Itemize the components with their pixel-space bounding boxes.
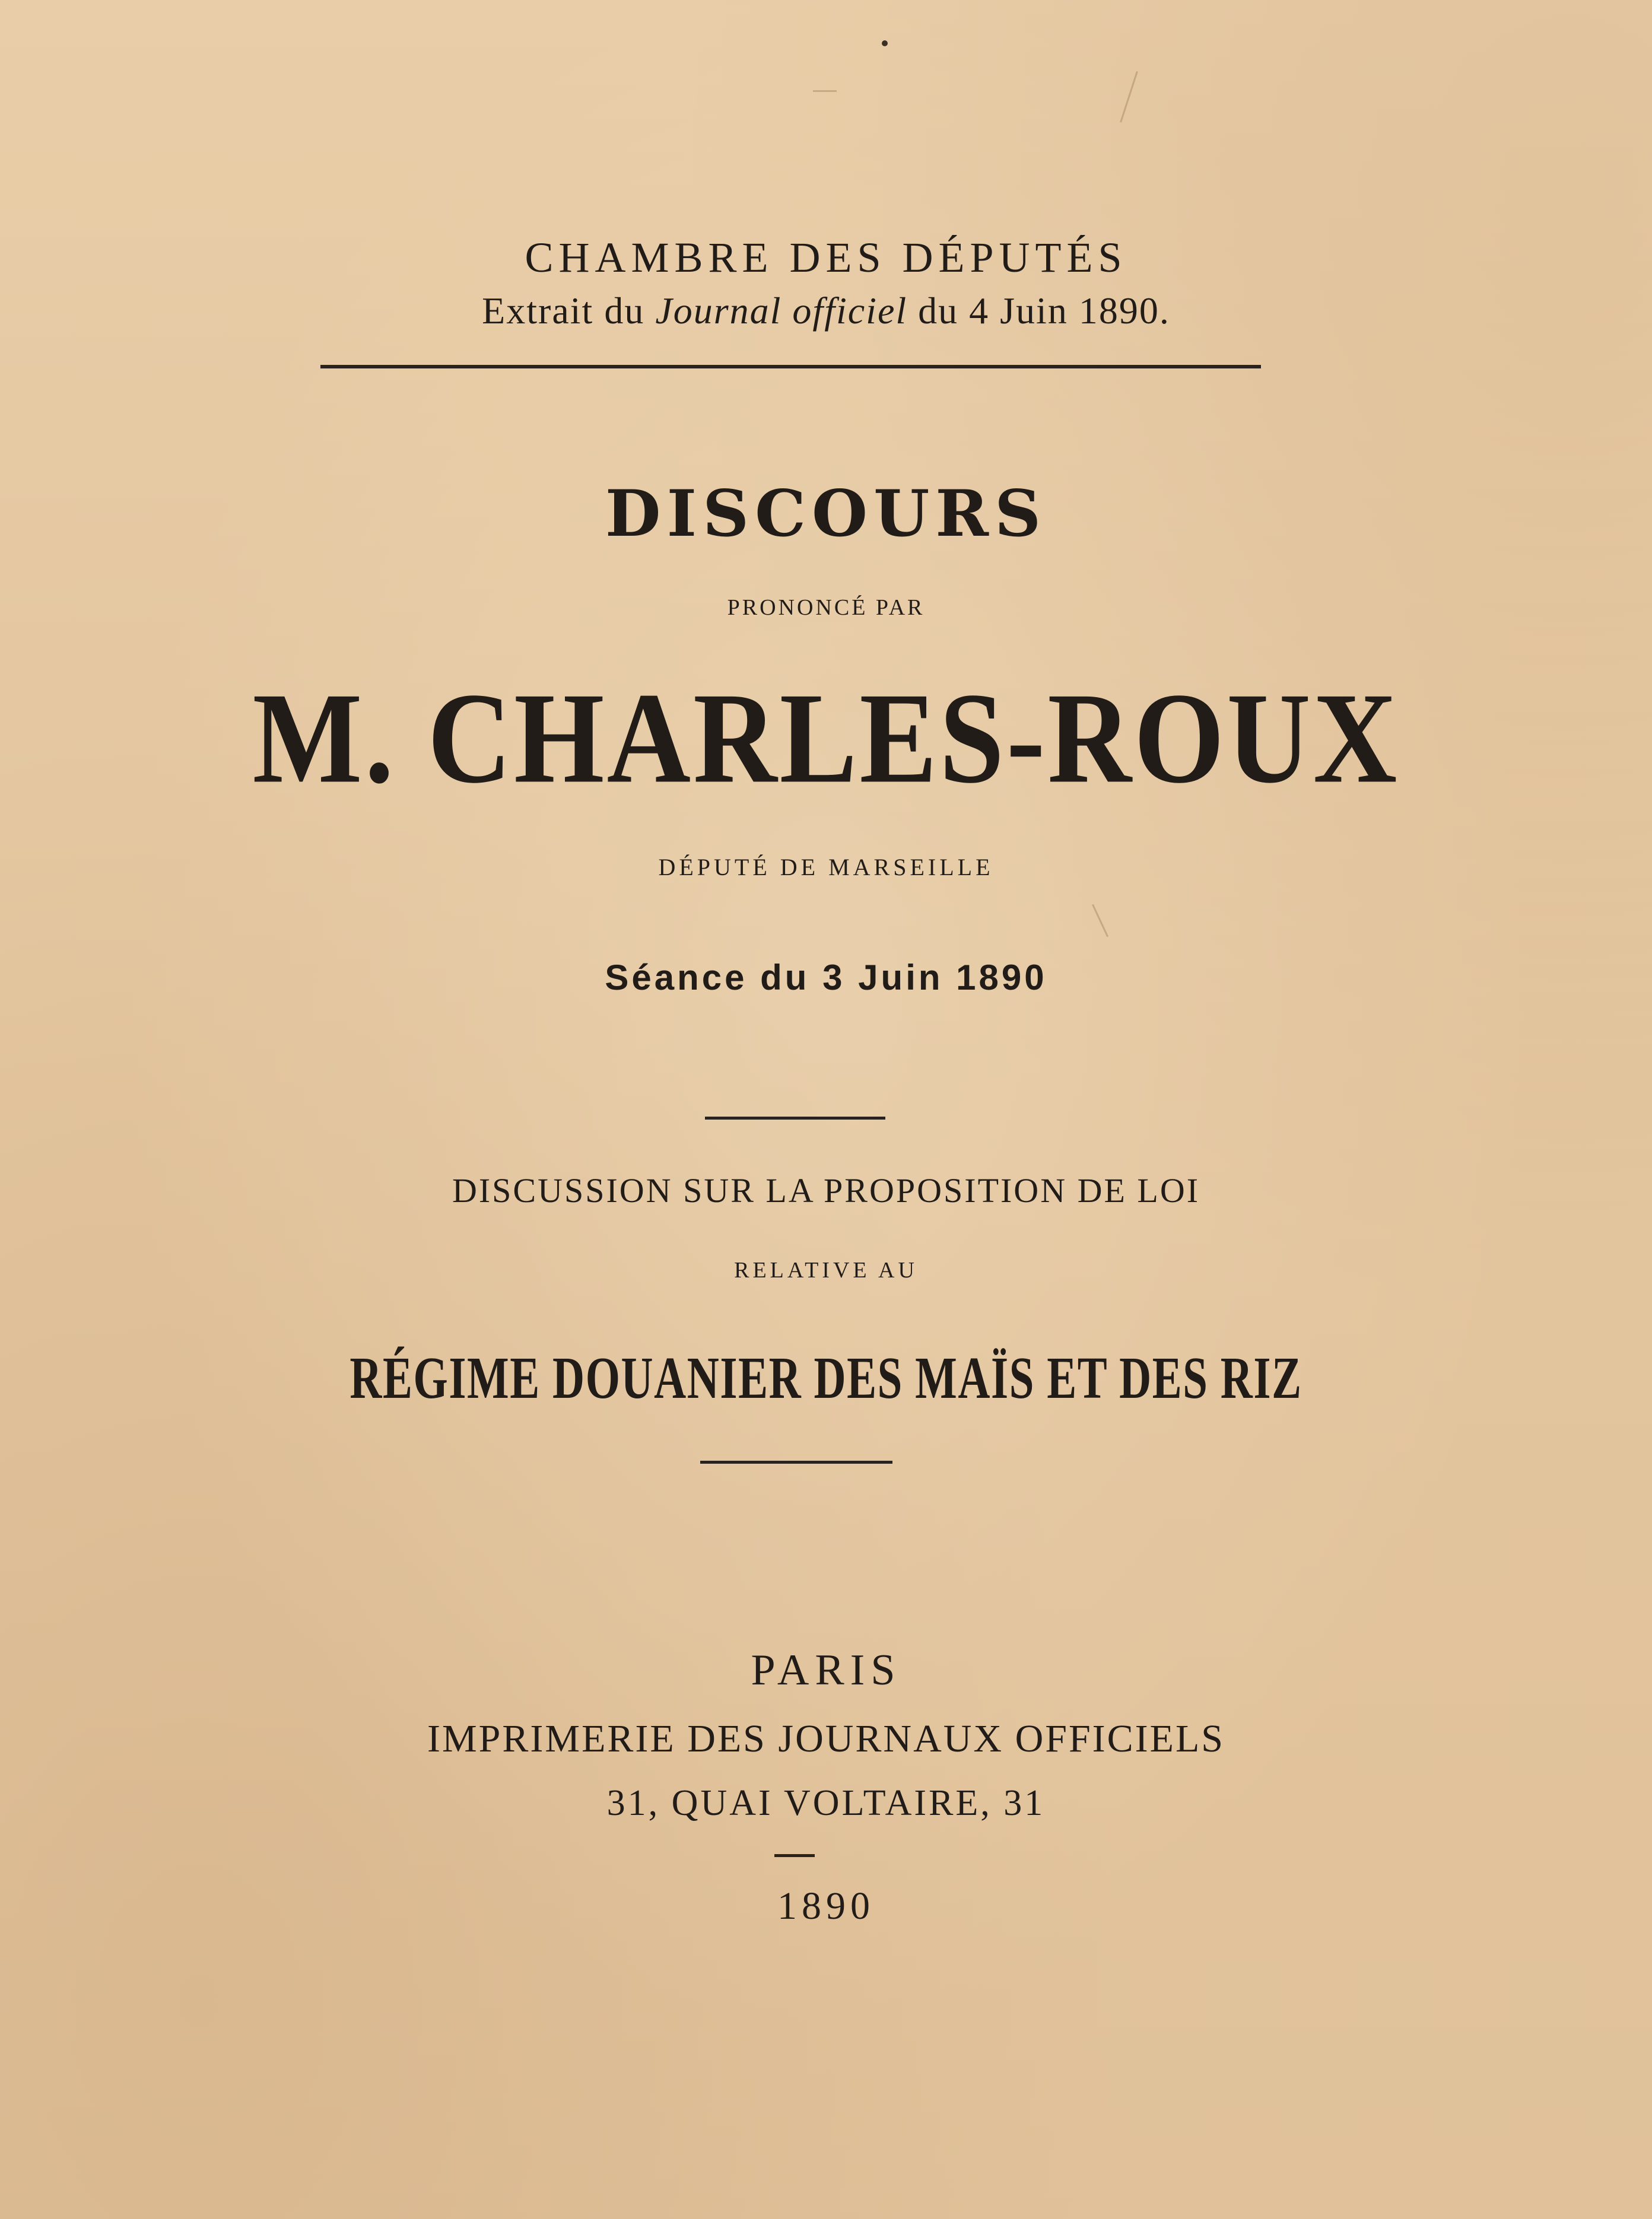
seance-date: Séance du 3 Juin 1890 (605, 958, 1047, 997)
extract-prefix: Extrait du (482, 290, 656, 332)
paper-crease (1092, 904, 1108, 937)
ink-speck (882, 40, 888, 46)
header-divider (320, 365, 1261, 368)
regime-heading: RÉGIME DOUANIER DES MAÏS ET DES RIZ (350, 1344, 1302, 1411)
title-divider (705, 1117, 885, 1120)
journal-extract-line (0, 292, 1652, 330)
subject-divider (700, 1461, 892, 1464)
prononce-par: PRONONCÉ PAR (727, 595, 925, 620)
imprint-year: 1890 (777, 1884, 875, 1928)
imprint-address: 31, QUAI VOLTAIRE, 31 (606, 1783, 1046, 1823)
discours-title: DISCOURS (605, 476, 1047, 551)
deputy-role: DÉPUTÉ DE MARSEILLE (658, 854, 994, 880)
journal-name: Journal officiel (655, 290, 908, 332)
chamber-heading: CHAMBRE DES DÉPUTÉS (525, 234, 1127, 281)
paper-crease (813, 90, 837, 92)
extract-suffix: du 4 Juin 1890. (907, 290, 1170, 332)
relative-au: RELATIVE AU (734, 1258, 918, 1283)
imprint-dash (774, 1854, 815, 1857)
paper-crease (1120, 71, 1138, 123)
imprint-printer: IMPRIMERIE DES JOURNAUX OFFICIELS (427, 1717, 1225, 1760)
imprint-city: PARIS (751, 1646, 901, 1695)
discussion-heading: DISCUSSION SUR LA PROPOSITION DE LOI (452, 1171, 1200, 1210)
speaker-name: M. CHARLES-ROUX (252, 666, 1400, 810)
